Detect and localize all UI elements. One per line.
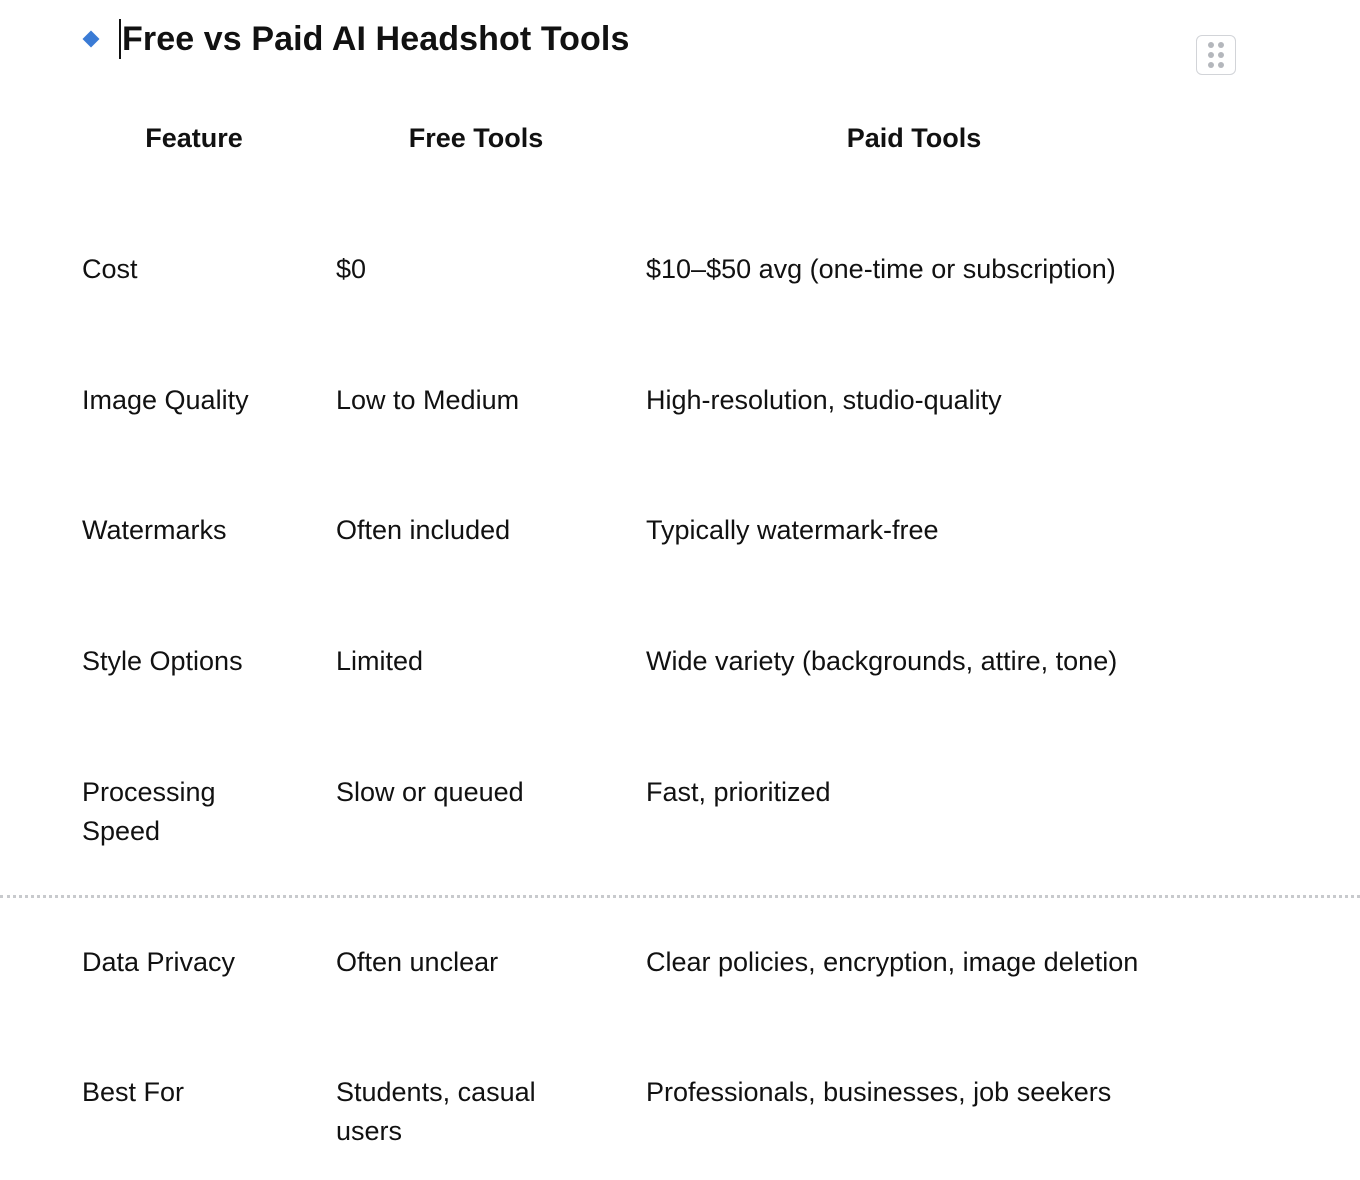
cell-free-processing-speed: Slow or queued [336, 777, 524, 807]
cell-feature-processing-speed: Processing Speed [82, 777, 216, 846]
cell-feature-style-options: Style Options [82, 646, 243, 676]
heading-block[interactable] [82, 14, 629, 64]
page-title[interactable]: Free vs Paid AI Headshot Tools [122, 19, 630, 58]
cell-feature-best-for: Best For [82, 1077, 185, 1107]
cell-free-cost: $0 [336, 254, 367, 284]
cell-feature-watermarks: Watermarks [82, 515, 227, 545]
cell-free-style-options: Limited [336, 646, 424, 676]
cell-feature-data-privacy: Data Privacy [82, 947, 236, 977]
cell-free-watermarks: Often included [336, 515, 511, 545]
cell-free-image-quality: Low to Medium [336, 385, 520, 415]
drag-handle-icon [1206, 40, 1226, 70]
cell-feature-cost: Cost [82, 254, 138, 284]
cell-paid-style-options: Wide variety (backgrounds, attire, tone) [646, 646, 1118, 676]
cell-paid-watermarks: Typically watermark-free [646, 515, 939, 545]
cell-free-data-privacy: Often unclear [336, 947, 499, 977]
text-cursor [119, 19, 121, 59]
cell-paid-data-privacy: Clear policies, encryption, image deletion [646, 947, 1139, 977]
header-feature: Feature [145, 123, 243, 153]
drag-handle-button[interactable] [1196, 35, 1236, 75]
cell-paid-image-quality: High-resolution, studio-quality [646, 385, 1002, 415]
diamond-bullet-icon [83, 31, 100, 48]
cell-feature-image-quality: Image Quality [82, 385, 249, 415]
page-break-divider [0, 895, 1360, 898]
header-free-tools: Free Tools [408, 123, 544, 153]
cell-paid-best-for: Professionals, businesses, job seekers [646, 1077, 1112, 1107]
header-paid-tools: Paid Tools [846, 123, 982, 153]
cell-free-best-for: Students, casual users [336, 1077, 536, 1146]
cell-paid-processing-speed: Fast, prioritized [646, 777, 831, 807]
cell-paid-cost: $10–$50 avg (one-time or subscription) [646, 254, 1116, 284]
